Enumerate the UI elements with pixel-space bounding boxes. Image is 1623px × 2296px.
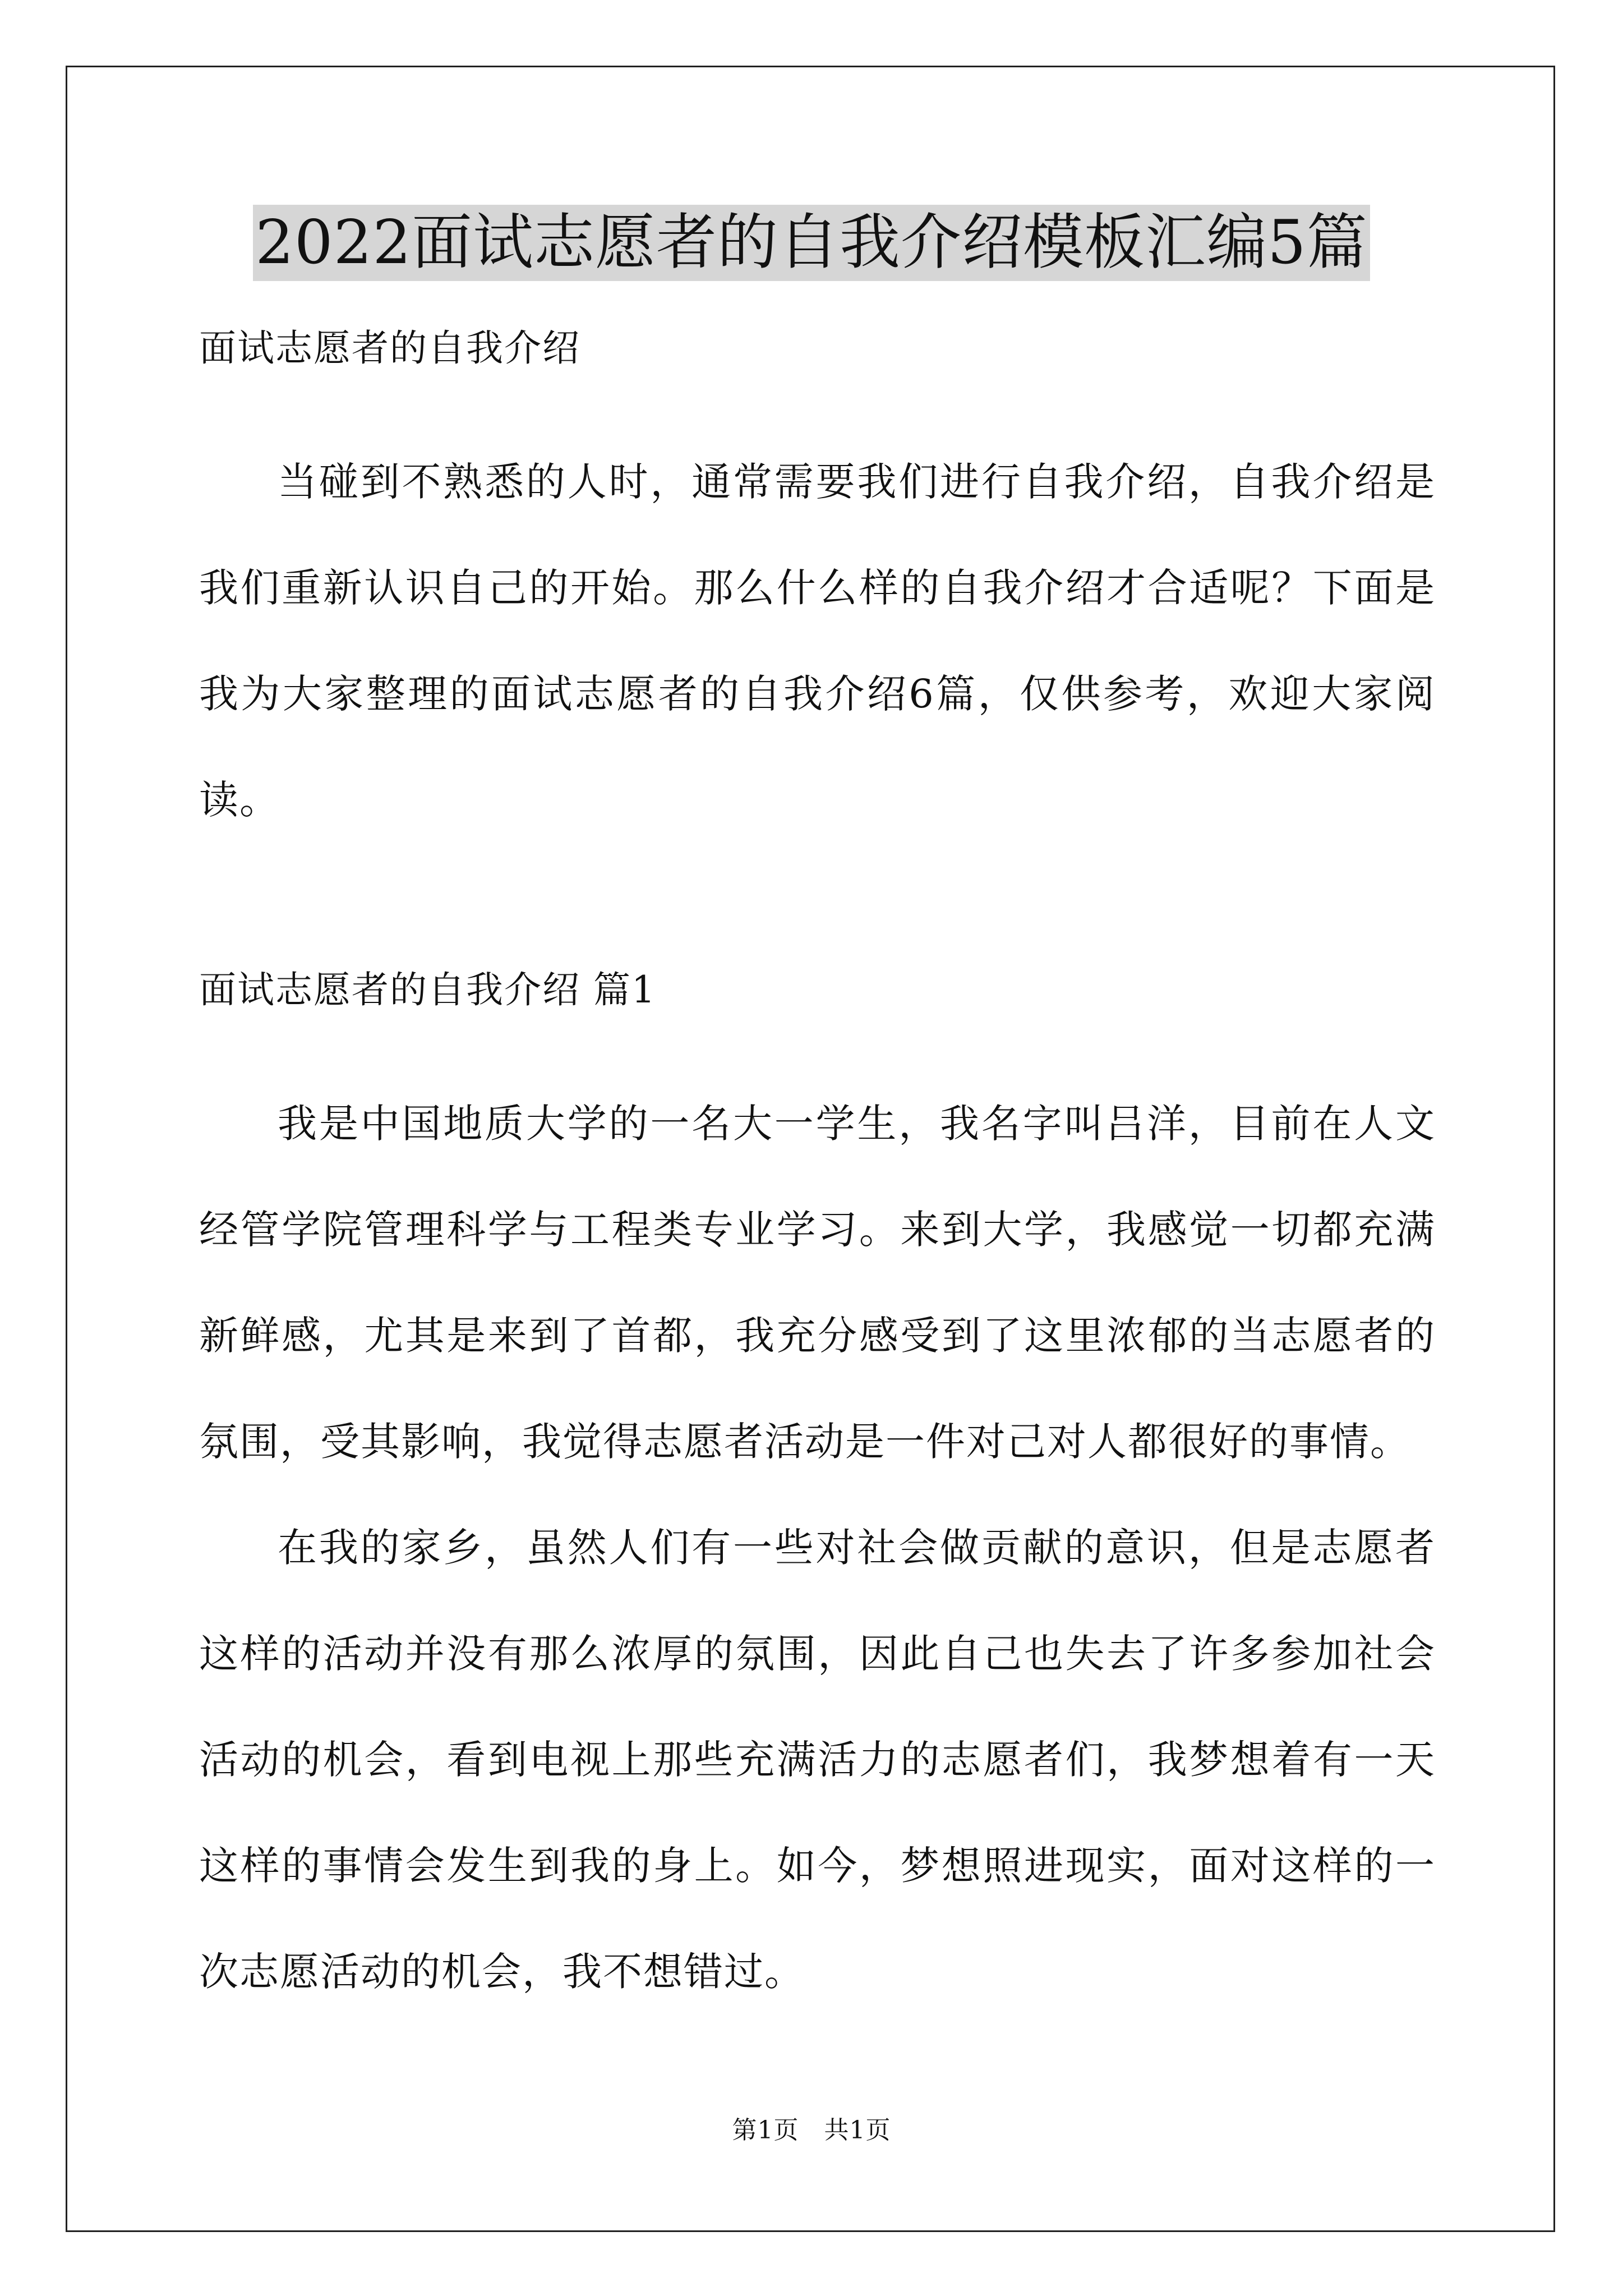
section-heading: 面试志愿者的自我介绍 篇1 <box>199 968 656 1011</box>
document-title: 2022面试志愿者的自我介绍模板汇编5篇 <box>253 205 1370 281</box>
document-body <box>199 311 1436 2025</box>
body-paragraph: 我是中国地质大学的一名大一学生，我名字叫吕洋，目前在人文经管学院管理科学与工程类专业学习。来到大学，我感觉一切都充满新鲜感，尤其是来到了首都，我充分感受到了这里浓郁的当志愿者的氛围，受其影响，我觉得志愿者活动是一件对己对人都很好的事情。 <box>199 1101 1436 1465</box>
intro-paragraph: 当碰到不熟悉的人时，通常需要我们进行自我介绍，自我介绍是我们重新认识自己的开始。那么什么样的自我介绍才合适呢？下面是我为大家整理的面试志愿者的自我介绍6篇，仅供参考，欢迎大家阅读。 <box>199 459 1436 823</box>
body-paragraph: 在我的家乡，虽然人们有一些对社会做贡献的意识，但是志愿者这样的活动并没有那么浓厚的氛围，因此自己也失去了许多参加社会活动的机会，看到电视上那些充满活力的志愿者们，我梦想着有一天这样的事情会发生到我的身上。如今，梦想照进现实，面对这样的一次志愿活动的机会，我不想错过。 <box>199 1525 1436 1995</box>
page-footer: 第1页 共1页 <box>732 2116 891 2145</box>
section-heading: 面试志愿者的自我介绍 <box>199 326 580 370</box>
title-container <box>0 205 1623 281</box>
